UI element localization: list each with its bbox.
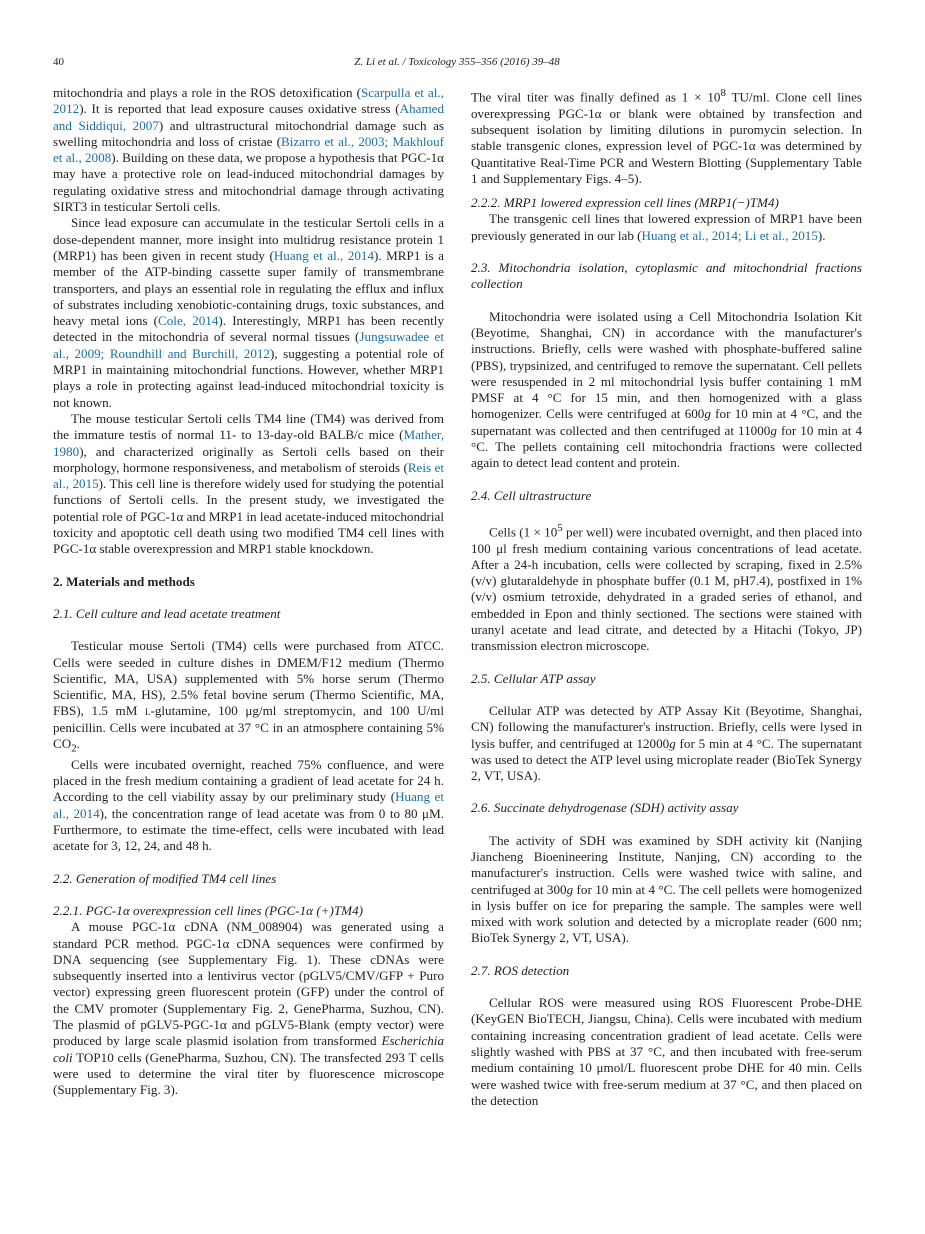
section-heading: 2. Materials and methods xyxy=(53,573,195,589)
paragraph: Cells were incubated overnight, reached 75% confluence, and were placed in the fresh medium containing a gradient of lead acetate for 24 h. According to the cell viability assay by our preliminary study (Huang et al., 2014), the concentration range of lead acetate was from 0 to 80 μM. Furthermore, to estimate the time-effect, cells were incubated with lead acetate for 3, 12, 24, and 48 h. xyxy=(53,756,444,854)
subsection-heading: 2.6. Succinate dehydrogenase (SDH) activity assay xyxy=(471,800,739,816)
paragraph: The mouse testicular Sertoli cells TM4 line (TM4) was derived from the immature testis of normal 11- to 13-day-old BALB/c mice (Mather, 1980), and characterized originally as Sertoli cells based on their morphology, hormone responsiveness, and metabolism of steroids (Reis et al., 2015). This cell line is therefore widely used for studying the potential functions of Sertoli cells. In the present study, we investigated the potential role of PGC-1α and MRP1 in lead acetate-induced mitochondrial toxicity and apoptotic cell death using two modified TM4 cell lines with PGC-1α stable overexpression and MRP1 stable knockdown. xyxy=(53,410,444,557)
citation-link[interactable]: Huang et al., 2014; Li et al., 2015 xyxy=(641,227,818,243)
citation-link[interactable]: Cole, 2014 xyxy=(158,313,219,329)
citation-link[interactable]: Reis et al., 2015 xyxy=(53,459,444,492)
paragraph: Cells ($1 \times 10^5$ per well) were incubated overnight, and then placed into 100 μl fresh medium containing various concentrations of lead acetate. After a 24-h incubation, cells were collected by scraping, fixed in 2.5% (v/v) glutaraldehyde in phosphate buffer (0.1 M, pH7.4), postfixed in 1% (v/v) osmium tetroxide, dehydrated in a graded series of ethanol, and embedded in Epon and thinly sectioned. The sections were stained with uranyl acetate and lead citrate, and detected by a Hitachi (Tokyo, JP) transmission electron microscope. xyxy=(471,521,862,654)
subsection-heading: 2.3. Mitochondria isolation, cytoplasmic and mitochondrial fractions collection xyxy=(471,260,862,292)
subsection-heading: 2.1. Cell culture and lead acetate treatment xyxy=(53,605,281,621)
citation-link[interactable]: Scarpulla et al., 2012 xyxy=(53,85,444,117)
citation-link[interactable]: Mather, 1980 xyxy=(53,427,444,459)
paragraph: The viral titer was finally defined as $1 \times 10^8$ TU/ml. Clone cell lines overexpressing PGC-1α or blank were obtained by transfection and subsequent isolation by limiting dilutions in puromycin selection. In stable transgenic clones, expression level of PGC-1α was determined by Quantitative Real-Time PCR and Western Blotting (Supplementary Table 1 and Supplementary Figs. 4–5). xyxy=(471,87,862,186)
paragraph: The activity of SDH was examined by SDH activity kit (Nanjing Jiancheng Bioenineering Institute, Nanjing, CN) according to the manufacturer's instruction. Cells were washed twice with saline, and centrifuged at 300g for 10 min at 4 °C. The cell pellets were homogenized in lysis buffer on ice for preparing the sample. The samples were well mixed with work solution and detected by a microplate reader (600 nm; BioTek Synergy 2, VT, USA). xyxy=(471,832,862,946)
paragraph: Testicular mouse Sertoli (TM4) cells were purchased from ATCC. Cells were seeded in culture dishes in DMEM/F12 medium (Thermo Scientific, MA, USA) supplemented with 5% horse serum (Thermo Scientific, MA, HS), 2.5% fetal bovine serum (Thermo Scientific, MA, FBS), 1.5 mM l-glutamine, 100 μg/ml streptomycin, and 100 U/ml penicillin. Cells were incubated at 37 °C in an atmosphere containing 5% $CO_2$. xyxy=(53,638,444,755)
citation-link[interactable]: Huang et al., 2014 xyxy=(273,247,374,263)
paragraph: Mitochondria were isolated using a Cell Mitochondria Isolation Kit (Beyotime, Shanghai, CN) in accordance with the manufacturer's instructions. Briefly, cells were washed with phosphate-buffered saline (PBS), trypsinized, and centrifuged to remove the supernatant. Cell pellets were resuspended in 2 ml mitochondrial lysis buffer containing 1 mM PMSF at 4 °C for 15 min, and then homogenized with a glass homogenizer. Cells were centrifuged at 600g for 10 min at 4 °C, and the supernatant was collected and then centrifuged at 11000g for 10 min at 4 °C. The pellets containing cell mitochondria fractions were collected again to detect lead content and protein. xyxy=(471,308,862,471)
paragraph: Cellular ROS were measured using ROS Fluorescent Probe-DHE (KeyGEN BioTECH, Jiangsu, China). Cells were incubated with medium containing increasing concentration gradient of lead acetate. Cells were slightly washed with PBS at 37 °C, and then incubated with free-serum medium containing 10 μmol/L fluorescent probe DHE for 40 min. Cells were washed twice with free-serum medium at 37 °C, and then placed on the detection xyxy=(471,995,862,1108)
paragraph: Cellular ATP was detected by ATP Assay Kit (Beyotime, Shanghai, CN) following the manufacturer's instruction. Briefly, cells were lysed in lysis buffer, and centrifuged at 12000g for 5 min at 4 °C. The supernatant was used to detect the ATP level using microplate reader (BioTek Synergy 2, VT, USA). xyxy=(471,702,862,784)
subsection-heading: 2.7. ROS detection xyxy=(471,962,570,978)
subsection-heading: 2.2. Generation of modified TM4 cell lines xyxy=(53,870,277,886)
left-column xyxy=(53,85,444,1099)
citation-link[interactable]: Jungsuwadee et al., 2009; Roundhill and Burchill, 2012 xyxy=(53,329,444,361)
paragraph: Since lead exposure can accumulate in the testicular Sertoli cells in a dose-dependent manner, more insight into multidrug resistance protein 1 (MRP1) has been given in recent study (Huang et al., 2014). MRP1 is a member of the ATP-binding cassette super family of transmembrane transporters, and plays an essential role in regulating the efflux and influx of substrates including xenobiotic-containing drugs, toxic substances, and heavy metal ions (Cole, 2014). Interestingly, MRP1 has been recently detected in the mitochondria of several normal tissues (Jungsuwadee et al., 2009; Roundhill and Burchill, 2012), suggesting a potential role of MRP1 in maintaining mitochondrial functions. However, whether MRP1 plays a role in protecting against lead-induced mitochondrial toxicity is not known. xyxy=(53,215,444,410)
subsubsection-heading: 2.2.1. PGC-1α overexpression cell lines (PGC-1α (+)TM4) xyxy=(53,902,363,918)
running-header xyxy=(53,56,861,72)
subsection-heading: 2.4. Cell ultrastructure xyxy=(471,487,592,503)
subsection-heading: 2.5. Cellular ATP assay xyxy=(471,670,596,686)
journal-citation: Z. Li et al. / Toxicology 355–356 (2016) 39–48 xyxy=(354,56,560,68)
paragraph: The transgenic cell lines that lowered expression of MRP1 have been previously generated in our lab (Huang et al., 2014; Li et al., 2015). xyxy=(471,211,862,243)
paragraph: A mouse PGC-1α cDNA (NM_008904) was generated using a standard PCR method. PGC-1α cDNA sequences were confirmed by DNA sequencing (see Supplementary Fig. 1). These cDNAs were subsequently inserted into a lentivirus vector (pGLV5/CMV/GFP + Puro vector) expressing green fluorescent protein (GFP) under the control of the CMV promoter (Supplementary Fig. 2, GenePharma, Suzhou, CN). The plasmid of pGLV5-PGC-1α and pGLV5-Blank (empty vector) were produced by large scale plasmid isolation from transformed Escherichia coli TOP10 cells (GenePharma, Suzhou, CN). The transfected 293 T cells were used to determine the viral titer by fluorescence microscope (Supplementary Fig. 3). xyxy=(53,919,444,1098)
citation-link[interactable]: Bizarro et al., 2003; Makhlouf et al., 2008 xyxy=(53,133,444,166)
page-number: 40 xyxy=(53,56,64,68)
citation-link[interactable]: Huang et al., 2014 xyxy=(53,789,444,821)
paragraph: mitochondria and plays a role in the ROS detoxification (Scarpulla et al., 2012). It is reported that lead exposure causes oxidative stress (Ahamed and Siddiqui, 2007) and ultrastructural mitochondrial damage such as swelling mitochondria and loss of cristae (Bizarro et al., 2003; Makhlouf et al., 2008). Building on these data, we propose a hypothesis that PGC-1α may have a protective role on lead-induced mitochondrial damages by regulating oxidative stress and mitochondrial damage through activating SIRT3 in testicular Sertoli cells. xyxy=(53,85,444,215)
subsubsection-heading: 2.2.2. MRP1 lowered expression cell lines (MRP1(−)TM4) xyxy=(471,195,779,211)
right-column xyxy=(471,85,862,1109)
citation-link[interactable]: Ahamed and Siddiqui, 2007 xyxy=(53,101,444,133)
